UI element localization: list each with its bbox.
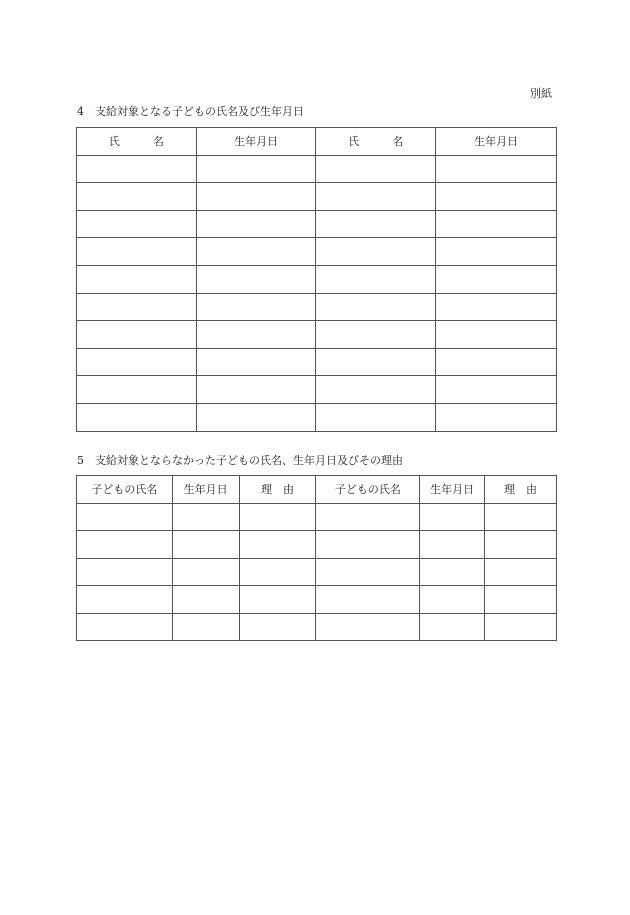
table-row <box>77 376 557 404</box>
table-row <box>77 613 557 641</box>
table-cell[interactable] <box>316 183 436 211</box>
table-cell[interactable] <box>485 586 557 614</box>
table-body <box>77 503 557 641</box>
table-cell[interactable] <box>196 403 316 431</box>
table-cell[interactable] <box>77 155 197 183</box>
table-row <box>77 238 557 266</box>
table-cell[interactable] <box>436 265 557 293</box>
table-row <box>77 293 557 321</box>
table-row <box>77 348 557 376</box>
table-cell[interactable] <box>316 321 436 349</box>
table-cell[interactable] <box>316 376 436 404</box>
table-cell[interactable] <box>77 348 197 376</box>
table-cell[interactable] <box>77 210 197 238</box>
table-row <box>77 586 557 614</box>
table-cell[interactable] <box>77 558 173 586</box>
table-cell[interactable] <box>196 155 316 183</box>
table-cell[interactable] <box>436 210 557 238</box>
table-cell[interactable] <box>172 531 239 559</box>
children-eligible-table <box>76 127 557 432</box>
table-cell[interactable] <box>239 586 316 614</box>
table-cell[interactable] <box>316 293 436 321</box>
table-cell[interactable] <box>436 183 557 211</box>
table-body <box>77 155 557 431</box>
header-reason: 理 由 <box>485 476 557 504</box>
table-row <box>77 531 557 559</box>
table-cell[interactable] <box>420 531 485 559</box>
table-cell[interactable] <box>316 210 436 238</box>
table-cell[interactable] <box>77 293 197 321</box>
table-cell[interactable] <box>485 613 557 641</box>
table-cell[interactable] <box>196 321 316 349</box>
table-cell[interactable] <box>172 586 239 614</box>
table-cell[interactable] <box>316 558 420 586</box>
table-cell[interactable] <box>420 503 485 531</box>
table-cell[interactable] <box>316 531 420 559</box>
table-cell[interactable] <box>77 183 197 211</box>
table-cell[interactable] <box>239 503 316 531</box>
table-cell[interactable] <box>316 586 420 614</box>
table-cell[interactable] <box>420 613 485 641</box>
table-cell[interactable] <box>77 265 197 293</box>
header-reason: 理 由 <box>239 476 316 504</box>
section-5-heading: 5 支給対象とならなかった子どもの氏名、生年月日及びその理由 <box>77 454 403 467</box>
table-cell[interactable] <box>485 531 557 559</box>
header-name: 氏 名 <box>77 128 197 156</box>
table-cell[interactable] <box>239 558 316 586</box>
table-row <box>77 558 557 586</box>
table-row <box>77 403 557 431</box>
table-cell[interactable] <box>436 155 557 183</box>
table-cell[interactable] <box>77 238 197 266</box>
table-cell[interactable] <box>77 321 197 349</box>
table-cell[interactable] <box>436 376 557 404</box>
table-cell[interactable] <box>77 531 173 559</box>
table-cell[interactable] <box>420 586 485 614</box>
table-cell[interactable] <box>196 348 316 376</box>
table-cell[interactable] <box>436 403 557 431</box>
table-cell[interactable] <box>239 531 316 559</box>
table-cell[interactable] <box>436 321 557 349</box>
table-cell[interactable] <box>316 238 436 266</box>
header-child-name: 子どもの氏名 <box>316 476 420 504</box>
table-row <box>77 265 557 293</box>
table-row <box>77 321 557 349</box>
table-row <box>77 503 557 531</box>
header-birthdate: 生年月日 <box>172 476 239 504</box>
table-cell[interactable] <box>436 238 557 266</box>
table-cell[interactable] <box>316 348 436 376</box>
table-cell[interactable] <box>196 238 316 266</box>
table-cell[interactable] <box>316 155 436 183</box>
table-cell[interactable] <box>77 503 173 531</box>
children-ineligible-table <box>76 475 557 641</box>
table-cell[interactable] <box>196 293 316 321</box>
table-row <box>77 210 557 238</box>
header-birthdate: 生年月日 <box>420 476 485 504</box>
table-cell[interactable] <box>316 265 436 293</box>
header-name: 氏 名 <box>316 128 436 156</box>
table-cell[interactable] <box>172 613 239 641</box>
table-cell[interactable] <box>436 348 557 376</box>
table-cell[interactable] <box>77 613 173 641</box>
table-cell[interactable] <box>239 613 316 641</box>
table-cell[interactable] <box>316 403 436 431</box>
table-cell[interactable] <box>485 558 557 586</box>
table-cell[interactable] <box>196 210 316 238</box>
table-row <box>77 155 557 183</box>
table-cell[interactable] <box>485 503 557 531</box>
table-cell[interactable] <box>196 183 316 211</box>
table-cell[interactable] <box>77 586 173 614</box>
table-cell[interactable] <box>77 403 197 431</box>
header-birthdate: 生年月日 <box>436 128 557 156</box>
table-cell[interactable] <box>316 613 420 641</box>
table-cell[interactable] <box>77 376 197 404</box>
table-cell[interactable] <box>316 503 420 531</box>
table-cell[interactable] <box>436 293 557 321</box>
section-4-heading: 4 支給対象となる子どもの氏名及び生年月日 <box>77 105 304 118</box>
table-row <box>77 183 557 211</box>
header-birthdate: 生年月日 <box>196 128 316 156</box>
table-cell[interactable] <box>420 558 485 586</box>
attachment-label: 別紙 <box>530 87 552 100</box>
table-cell[interactable] <box>172 503 239 531</box>
header-child-name: 子どもの氏名 <box>77 476 173 504</box>
table-cell[interactable] <box>196 265 316 293</box>
table-cell[interactable] <box>196 376 316 404</box>
table-cell[interactable] <box>172 558 239 586</box>
